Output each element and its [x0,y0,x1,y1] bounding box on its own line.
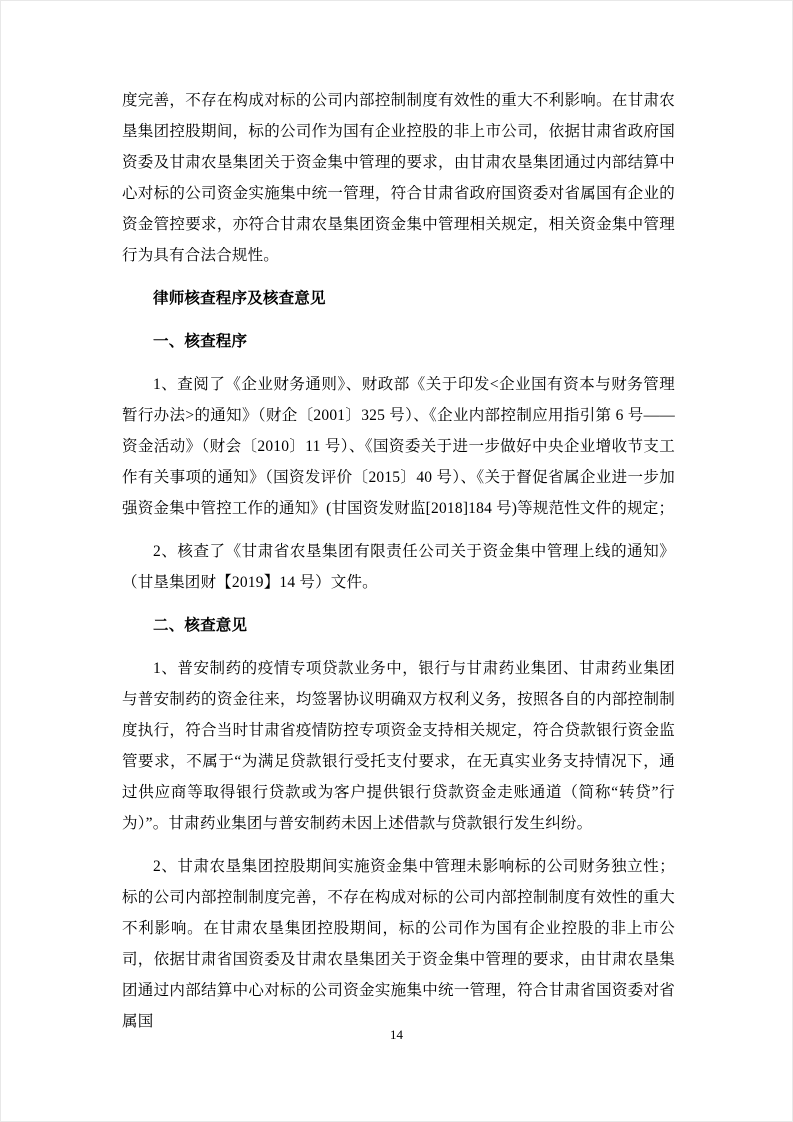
paragraph-opinion-item-1: 1、普安制药的疫情专项贷款业务中，银行与甘肃药业集团、甘肃药业集团与普安制药的资金往来，均签署协议明确双方权利义务，按照各自的内部控制制度执行，符合当时甘肃省疫情防控专项资金支持相关规定，符合贷款银行资金监管要求，不属于“为满足贷款银行受托支付要求，在无真实业务支持情况下，通过供应商等取得银行贷款或为客户提供银行贷款资金走账通道（简称“转贷”行为）”。甘肃药业集团与普安制药未因上述借款与贷款银行发生纠纷。 [122,660,675,832]
paragraph-opinion-item-2: 2、甘肃农垦集团控股期间实施资金集中管理未影响标的公司财务独立性；标的公司内部控制制度完善，不存在构成对标的公司内部控制制度有效性的重大不利影响。在甘肃农垦集团控股期间，标的公司作为国有企业控股的非上市公司，依据甘肃省国资委及甘肃农垦集团关于资金集中管理的要求，由甘肃农垦集团通过内部结算中心对标的公司资金实施集中统一管理，符合甘肃省国资委对省属国 [122,858,675,1030]
paragraph-procedure-item-1: 1、查阅了《企业财务通则》、财政部《关于印发<企业国有资本与财务管理暂行办法>的通知》（财企〔2001〕325 号）、《企业内部控制应用指引第 6 号——资金活动》（财会〔2010〕11 号）、《国资委关于进一步做好中央企业增收节支工作有关事项的通知》（国资发评价〔2015〕40 号）、《关于督促省属企业进一步加强资金集中管控工作的通知》(甘国资发财监[2018]184 号)等规范性文件的规定； [122,376,675,517]
section-heading-lawyer-verification: 律师核查程序及核查意见 [153,290,326,307]
paragraph-procedure-item-2: 2、核查了《甘肃省农垦集团有限责任公司关于资金集中管理上线的通知》（甘垦集团财【2019】14 号）文件。 [122,543,675,591]
page-number: 14 [390,1027,403,1042]
page-content [122,85,675,1049]
paragraph-continuation: 度完善，不存在构成对标的公司内部控制制度有效性的重大不利影响。在甘肃农垦集团控股期间，标的公司作为国有企业控股的非上市公司，依据甘肃省政府国资委及甘肃农垦集团关于资金集中管理的要求，由甘肃农垦集团通过内部结算中心对标的公司资金实施集中统一管理，符合甘肃省政府国资委对省属国有企业的资金管控要求，亦符合甘肃农垦集团资金集中管理相关规定，相关资金集中管理行为具有合法合规性。 [122,92,675,264]
subsection-heading-verification-opinion: 二、核查意见 [153,617,248,634]
subsection-heading-verification-procedure: 一、核查程序 [153,333,248,350]
